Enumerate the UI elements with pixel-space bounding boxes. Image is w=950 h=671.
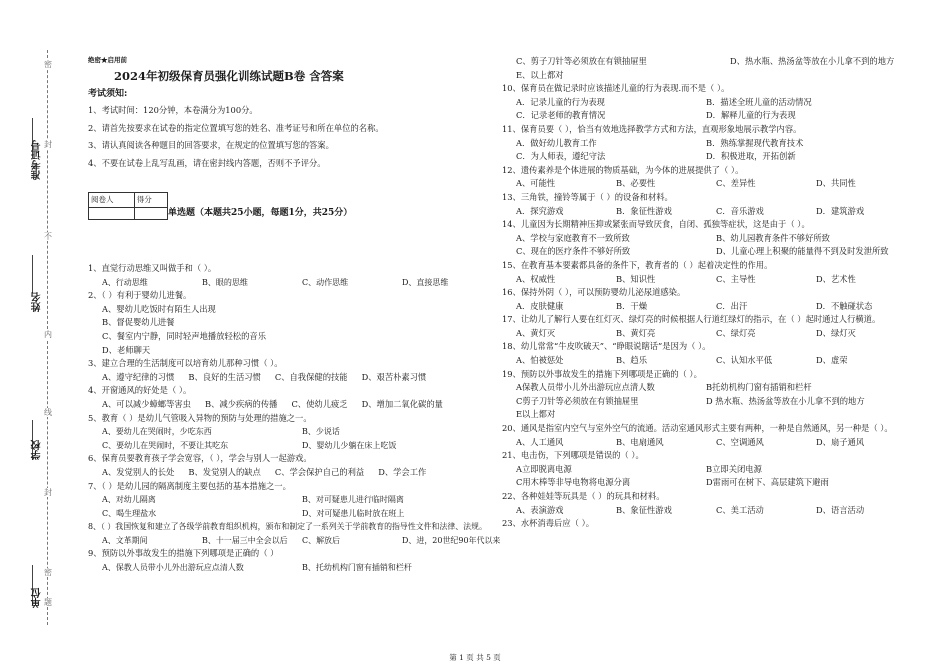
score-box	[88, 192, 168, 220]
answer-option[interactable]: C、认知水平低	[716, 355, 773, 366]
option-row	[502, 273, 922, 287]
question-stem: 17、让幼儿了解行人要在红灯灭、绿灯亮的时候根据人行道红绿灯的指示，在（ ）起时通过人行横道。	[502, 314, 881, 325]
option-row	[88, 425, 488, 439]
answer-option[interactable]: D、进，20世纪90年代以来	[402, 535, 501, 545]
answer-option[interactable]: D、语言活动	[816, 504, 865, 515]
answer-option[interactable]: C、自我保健的技能	[274, 371, 348, 382]
answer-option[interactable]: A、婴幼儿吃饭时有陌生人出现	[102, 303, 216, 314]
answer-option[interactable]: A．探究游戏	[516, 205, 564, 216]
answer-option[interactable]: C、要幼儿在哭闹时，不要让其吃东	[102, 440, 229, 450]
answer-option[interactable]: D、婴幼儿少躺在床上吃饭	[302, 440, 397, 450]
option-row	[502, 463, 922, 477]
answer-option[interactable]: B、黄灯亮	[616, 327, 656, 338]
question-stem: 2、（ ）有利于婴幼儿进餐。	[88, 290, 192, 301]
answer-option[interactable]: D、老师聊天	[102, 344, 151, 355]
answer-option[interactable]: C剪子刀针等必须放在有锁抽屉里	[516, 395, 639, 406]
answer-option[interactable]: A、可能性	[516, 178, 556, 189]
answer-option[interactable]: B、电扇通风	[616, 436, 664, 447]
question-stem: 14、儿童因为长期精神压抑或紧张而导致厌食，自闭、孤独等症状，这是由于（ ）。	[502, 219, 810, 230]
answer-option[interactable]: B．象征性游戏	[616, 205, 672, 216]
answer-option[interactable]: D．积极进取，开拓创新	[706, 151, 796, 162]
left-column	[88, 55, 501, 573]
answer-option[interactable]: A、保教人员带小儿外出游玩应点清人数	[102, 563, 244, 573]
answer-option[interactable]: B、眼的思维	[202, 277, 248, 287]
answer-option[interactable]: B立即关闭电源	[706, 463, 762, 474]
answer-option[interactable]: A保教人员带小儿外出游玩应点清人数	[516, 382, 655, 393]
answer-option[interactable]: B、托幼机构门窗有插销和栏杆	[302, 563, 412, 573]
answer-option[interactable]: B、知识性	[616, 273, 656, 284]
answer-option[interactable]: C、美工活动	[716, 504, 764, 515]
option-row	[502, 150, 922, 164]
question-stem: 10、保育员在做记录时应该描述儿童的行为表现.而不是（ ）。	[502, 83, 730, 94]
option-row	[88, 493, 488, 507]
page-footer: 第 1 页 共 5 页	[449, 653, 501, 662]
answer-option[interactable]: D．建筑游戏	[816, 205, 865, 216]
answer-option[interactable]: A．记录儿童的行为表现	[516, 96, 605, 107]
answer-option[interactable]: D、增加二氧化碳的量	[361, 398, 443, 409]
question-stem: 15、在教育基本要素都具备的条件下，教育者的（ ）起着决定性的作用。	[502, 259, 773, 270]
answer-option[interactable]: C用木棒等非导电物将电源分离	[516, 477, 631, 488]
score-label: 得分	[134, 193, 167, 208]
answer-option[interactable]: C、空调通风	[716, 436, 764, 447]
unit-label: 单位	[32, 588, 43, 608]
seal-char: 封	[44, 488, 52, 497]
answer-option[interactable]: B、象征性游戏	[616, 504, 672, 515]
option-row	[502, 300, 922, 314]
answer-option[interactable]: D雷雨可在树下、高层建筑下避雨	[706, 477, 829, 488]
option-row	[502, 96, 922, 110]
answer-option[interactable]: A．做好幼儿教育工作	[516, 137, 597, 148]
notice-item: 1、考试时间：120分钟，本卷满分为100分。	[88, 105, 258, 115]
grader-label: 阅卷人	[89, 193, 135, 208]
seal-char: 内	[44, 330, 52, 339]
answer-option[interactable]: B、幼儿园教育条件不够好所致	[716, 232, 830, 243]
question-stem: 23、水杯消毒后应（ ）。	[502, 518, 595, 529]
answer-option[interactable]: C．为人师表，遵纪守法	[516, 151, 606, 162]
exam-title: 2024年初级保育员强化训练试题B卷 含答案	[114, 69, 344, 83]
answer-option[interactable]: C、绿灯亮	[716, 327, 756, 338]
question-stem: 20、通风是指室内空气与室外空气的流通。活动室通风形式主要有两种，一种是自然通风，另一种是（ ）。	[502, 423, 893, 434]
answer-option[interactable]: A、行动思维	[102, 277, 148, 287]
answer-option[interactable]: C、差异性	[716, 178, 756, 189]
notice-item: 2、请首先按要求在试卷的指定位置填写您的姓名、准考证号和所在单位的名称。	[88, 122, 384, 133]
option-row	[502, 354, 922, 368]
option-row	[502, 327, 922, 341]
question-stem: 9、预防以外事故发生的措施下列哪项是正确的（ ）	[88, 548, 279, 559]
question-stem: 11、保育员要（ ），恰当有效地选择教学方式和方法，直观形象地展示教学内容。	[502, 123, 802, 134]
answer-option[interactable]: C、主导性	[716, 273, 756, 284]
question-stem: 16、保持外阴（ ），可以预防婴幼儿泌尿道感染。	[502, 287, 686, 298]
answer-option[interactable]: D、直接思维	[402, 277, 449, 287]
answer-option[interactable]: B．熟练掌握现代教育技术	[706, 137, 804, 148]
answer-option[interactable]: B、减少疾病的传播	[204, 398, 278, 409]
option-row	[502, 476, 922, 490]
question-stem: 7、（ ）是幼儿园的隔离制度主要包括的基本措施之一。	[88, 480, 291, 491]
option-row	[88, 439, 488, 453]
option-row	[502, 245, 922, 259]
answer-option[interactable]: E以上都对	[516, 409, 556, 420]
option-row	[502, 177, 922, 191]
school-label: 学校	[32, 440, 43, 460]
question-stem: 4、开窗通风的好处是（ ）。	[88, 385, 192, 396]
option-row	[88, 534, 501, 548]
answer-option[interactable]: B、十一届三中全会以后	[202, 535, 288, 545]
option-row	[88, 276, 488, 290]
score-cell[interactable]	[134, 207, 167, 219]
answer-option[interactable]: A、权威性	[516, 273, 556, 284]
option-row	[502, 232, 922, 246]
answer-option[interactable]: D 热水瓶、热汤盆等放在小儿拿不到的地方	[706, 395, 865, 406]
answer-option[interactable]: D、共同性	[816, 178, 856, 189]
answer-option[interactable]: E、以上都对	[516, 69, 564, 80]
notice-item: 4、不要在试卷上乱写乱画，请在密封线内答题，否则不予评分。	[88, 157, 326, 168]
answer-option[interactable]: B．描述全班儿童的活动情况	[706, 96, 812, 107]
answer-option[interactable]: B、对可疑患儿进行临时隔离	[302, 495, 404, 505]
question-stem: 12、遗传素养是个体进展的物质基础，为今体的进展提供了（ ）。	[502, 164, 744, 175]
option-row	[88, 561, 488, 575]
answer-option[interactable]: D、儿童心理上积聚的能量得不到及时发泄所致	[716, 246, 889, 257]
answer-option[interactable]: A立即脱离电源	[516, 463, 572, 474]
seal-char: 密	[44, 568, 52, 577]
answer-option[interactable]: A．皮肤健康	[516, 300, 564, 311]
option-row	[502, 504, 922, 518]
question-stem: 22、各种娃娃等玩具是（ ）的玩具和材料。	[502, 491, 665, 501]
seal-char: 题	[44, 598, 52, 607]
option-row	[502, 395, 922, 409]
question-stem: 21、电击伤，下列哪项是错误的（ ）。	[502, 450, 644, 461]
answer-option[interactable]: D、艺术性	[816, 273, 856, 284]
answer-option[interactable]: B、良好的生活习惯	[188, 371, 261, 382]
right-column	[502, 55, 922, 531]
option-row	[502, 408, 922, 422]
answer-option[interactable]: C、现在的医疗条件不够好所致	[516, 246, 631, 257]
question-stem: 19、预防以外事故发生的措施下列哪项是正确的（ ）。	[502, 368, 702, 379]
answer-option[interactable]: A、人工通风	[516, 436, 564, 447]
answer-option[interactable]: B、必要性	[616, 178, 656, 189]
answer-option[interactable]: A、学校与家庭教育不一致所致	[516, 232, 630, 243]
answer-option[interactable]: B托幼机构门窗有插销和栏杆	[706, 382, 812, 393]
answer-option[interactable]: D．不触碰状态	[816, 300, 873, 311]
answer-option[interactable]: C、解放后	[302, 535, 340, 545]
answer-option[interactable]: C．音乐游戏	[716, 205, 764, 216]
answer-option[interactable]: A、黄灯灭	[516, 327, 556, 338]
option-row	[502, 109, 922, 123]
answer-option[interactable]: A、可以减少蟑螂等害虫	[102, 398, 191, 409]
answer-option[interactable]: B、督促婴幼儿进餐	[102, 317, 175, 328]
answer-option[interactable]: C、学会保护自己的利益	[274, 466, 365, 477]
option-row	[502, 69, 922, 83]
question-stem: 1、直觉行动思维又叫做手和（ ）。	[88, 263, 217, 273]
answer-option[interactable]: A、对幼儿隔离	[102, 495, 156, 505]
question-stem: 6、保育员要教育孩子学会宽容，（ ），学会与别人一起游戏。	[88, 453, 312, 464]
question-list-left	[88, 262, 501, 575]
seal-char: 线	[44, 408, 52, 417]
answer-option[interactable]: A、遵守纪律的习惯	[102, 371, 175, 382]
answer-option[interactable]: D．解释儿童的行为表现	[706, 110, 796, 121]
answer-option[interactable]: D、绿灯灭	[816, 327, 856, 338]
answer-option[interactable]: A、发觉别人的长处	[102, 466, 175, 477]
notice-item: 3、请认真阅读各种题目的回答要求，在规定的位置填写您的答案。	[88, 140, 334, 150]
seal-char: 封	[44, 140, 52, 149]
grader-cell[interactable]	[89, 207, 135, 219]
option-row	[502, 55, 922, 69]
answer-option[interactable]: D、学会工作	[378, 466, 427, 477]
seal-char: 密	[44, 60, 52, 69]
answer-option[interactable]: B、发觉别人的缺点	[188, 466, 261, 477]
exam-id-label: 准考证号	[32, 140, 43, 180]
answer-option[interactable]: D、虚荣	[816, 355, 848, 366]
answer-option[interactable]: D、扇子通风	[816, 436, 865, 447]
name-label: 姓名	[32, 292, 43, 312]
question-stem: 18、幼儿常常“牛皮吹破天”、“睁眼说瞎话”是因为（ ）。	[502, 341, 711, 352]
option-row	[502, 137, 922, 151]
answer-option[interactable]: B、趋乐	[616, 355, 647, 366]
answer-option[interactable]: C、喝生理盐水	[102, 508, 157, 518]
answer-option[interactable]: B．干燥	[616, 300, 647, 311]
notice-heading: 考试须知:	[88, 89, 128, 99]
answer-option[interactable]: C、使幼儿疲乏	[291, 398, 348, 409]
option-row	[502, 436, 922, 450]
answer-option[interactable]: D、艰苦朴素习惯	[361, 371, 427, 382]
section-title: 单选题（本题共25小题，每题1分，共25分）	[168, 208, 353, 218]
seal-char: 不	[44, 232, 52, 241]
secret-mark: 绝密★启用前	[88, 56, 127, 64]
answer-option[interactable]: C、动作思维	[302, 277, 349, 287]
answer-option[interactable]: D、对可疑患儿临时放在班上	[302, 508, 405, 518]
answer-option[interactable]: C．记录老师的教育情况	[516, 110, 606, 121]
answer-option[interactable]: D、热水瓶、热汤盆等放在小儿拿不到的地方	[730, 56, 895, 66]
question-stem: 8、（ ）我国恢复和建立了各级学前教育组织机构，颁布和制定了一系列关于学前教育的指导性文件和法律、法规。	[88, 522, 487, 532]
answer-option[interactable]: A、文革期间	[102, 535, 148, 545]
option-row	[88, 398, 488, 412]
answer-option[interactable]: C．出汗	[716, 300, 748, 311]
option-row	[502, 381, 922, 395]
option-row	[88, 371, 488, 385]
option-row	[88, 466, 488, 480]
option-row	[502, 205, 922, 219]
option-row	[88, 507, 488, 521]
answer-option[interactable]: A、表演游戏	[516, 504, 564, 515]
binding-margin	[0, 0, 62, 671]
question-stem: 3、建立合理的生活制度可以培育幼儿那种习惯（ ）。	[88, 358, 283, 369]
answer-option[interactable]: C、餐室内宁静，同时轻声地播放轻松的音乐	[102, 330, 266, 341]
answer-option[interactable]: C、剪子刀针等必须放在有锁抽屉里	[516, 56, 647, 66]
question-stem: 5、教育（ ）是幼儿气管吸入异物的预防与处理的措施之一。	[88, 412, 312, 423]
answer-option[interactable]: B、少说话	[302, 427, 340, 437]
question-list-right	[502, 55, 922, 531]
question-stem: 13、三角铁，撞铃等属于（ ）的设备和材料。	[502, 191, 673, 202]
answer-option[interactable]: A、怕被惩处	[516, 355, 564, 366]
answer-option[interactable]: A、要幼儿在哭闹时，少吃东西	[102, 427, 212, 437]
field-underline	[32, 255, 33, 293]
